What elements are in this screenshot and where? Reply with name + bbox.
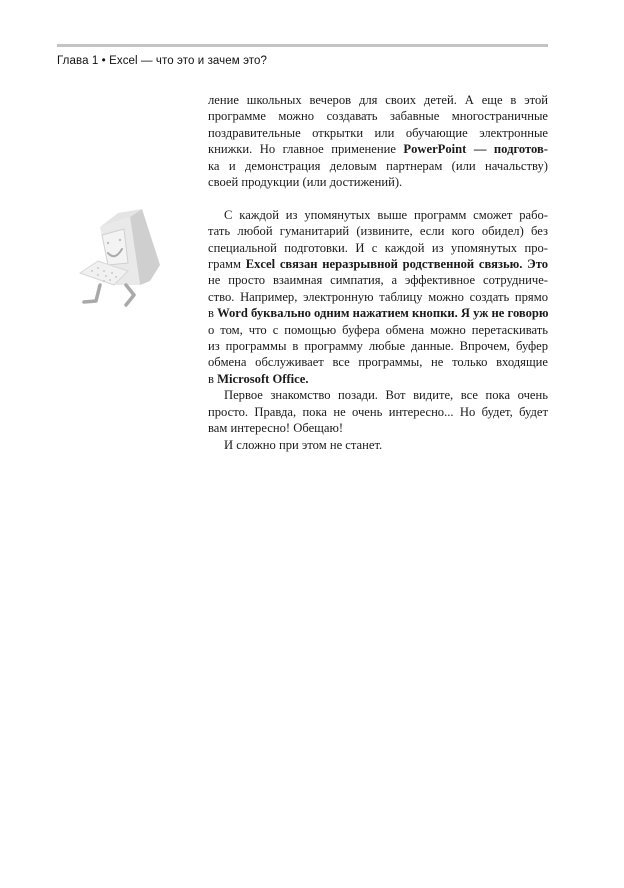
text-segment: поздравительные открытки или обучающие электронные — [208, 125, 548, 140]
text-line — [208, 272, 548, 288]
text-segment: о том, что с помощью буфера обмена можно перетаскивать — [208, 322, 548, 337]
bold-term: PowerPoint — подготов- — [403, 142, 548, 157]
text-segment: в — [208, 306, 218, 321]
text-segment: не просто взаимная симпатия, а эффективное сотрудниче- — [208, 273, 548, 288]
text-line — [208, 158, 548, 174]
text-segment: обмена обслуживает все программы, не только входящие — [208, 355, 548, 370]
text-segment: грамм — [208, 257, 246, 272]
text-segment: тать любой гуманитарий (извините, если кого обидел) без — [208, 224, 548, 239]
text-line — [208, 256, 548, 272]
text-segment: ство. Например, электронную таблицу можно создать прямо — [208, 289, 548, 304]
text-line — [208, 141, 548, 157]
bold-term: Microsoft Office. — [217, 371, 309, 386]
text-line — [208, 371, 548, 387]
text-line — [208, 338, 548, 354]
text-line — [208, 322, 548, 338]
text-segment: из программы в программу любые данные. Впрочем, буфер — [208, 339, 548, 354]
text-line — [208, 305, 548, 321]
mascot-eye-left — [107, 242, 109, 244]
text-segment: специальной подготовки. И с каждой из упомянутых про- — [208, 240, 548, 255]
text-segment: книжки. Но главное применение — [208, 142, 404, 157]
computer-mascot-icon — [78, 205, 174, 309]
text-line — [208, 354, 548, 370]
text-line — [208, 92, 548, 108]
text-segment: в — [208, 371, 218, 386]
text-line — [208, 174, 548, 190]
bold-term: Word буквально одним нажатием кнопки. Я уж не говорю — [217, 306, 549, 321]
text-segment: ка и демонстрация деловым партнерам (или начальству) — [208, 158, 548, 173]
paragraph-1 — [208, 92, 548, 190]
text-segment: программе можно создавать забавные многостраничные — [208, 109, 548, 124]
text-line — [208, 223, 548, 239]
text-line — [208, 404, 548, 420]
text-line — [208, 207, 548, 223]
text-segment: просто. Правда, пока не очень интересно... Но будет, будет — [208, 404, 548, 419]
text-line — [208, 289, 548, 305]
body-text — [208, 92, 548, 453]
mascot-leg-right — [126, 285, 134, 305]
paragraph-4 — [208, 437, 548, 453]
text-segment: Первое знакомство позади. Вот видите, все пока очень — [224, 388, 548, 403]
text-segment: ление школьных вечеров для своих детей. А еще в этой — [208, 93, 548, 107]
bold-term: Excel связан неразрывной родственной связью. Это — [245, 257, 549, 272]
text-segment: С каждой из упомянутых выше программ сможет рабо- — [224, 207, 548, 222]
mascot-eye-right — [119, 239, 121, 241]
mascot-leg-left — [84, 285, 100, 302]
header-rule — [57, 44, 548, 47]
text-line — [208, 437, 548, 453]
text-segment: вам интересно! Обещаю! — [208, 421, 344, 436]
text-segment: И сложно при этом не станет. — [224, 437, 383, 452]
text-segment: своей продукции (или достижений). — [208, 175, 403, 190]
paragraph-2 — [208, 207, 548, 387]
text-line — [208, 108, 548, 124]
running-head: Глава 1 • Excel — что это и зачем это? — [57, 55, 268, 67]
text-line — [208, 387, 548, 403]
mascot-screen — [102, 229, 128, 265]
text-line — [208, 240, 548, 256]
text-line — [208, 125, 548, 141]
paragraph-3 — [208, 387, 548, 436]
text-line — [208, 420, 548, 436]
